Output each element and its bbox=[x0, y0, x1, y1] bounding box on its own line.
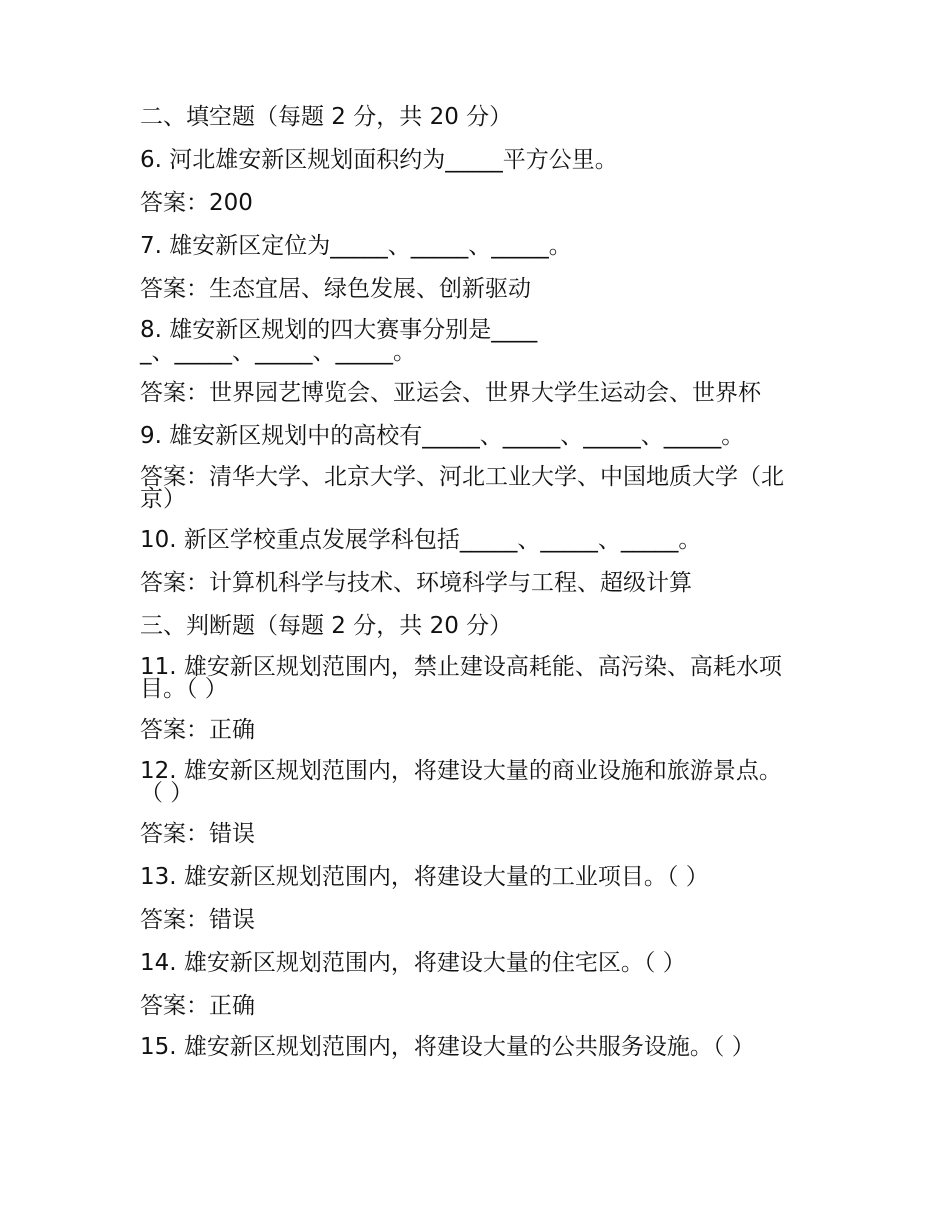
question-6: 6. 河北雄安新区规划面积约为_____平方公里。 bbox=[140, 147, 618, 173]
question-7: 7. 雄安新区定位为_____、_____、_____。 bbox=[140, 233, 572, 259]
answer-6: 答案：200 bbox=[140, 190, 253, 216]
answer-9: 答案：清华大学、北京大学、河北工业大学、中国地质大学（北京） bbox=[140, 464, 784, 512]
question-9: 9. 雄安新区规划中的高校有_____、_____、_____、_____。 bbox=[140, 423, 745, 449]
question-15: 15. 雄安新区规划范围内，将建设大量的公共服务设施。（ ） bbox=[140, 1034, 755, 1060]
section-heading-true-false: 三、判断题（每题 2 分，共 20 分） bbox=[140, 613, 513, 639]
answer-14: 答案：正确 bbox=[140, 993, 255, 1019]
question-10: 10. 新区学校重点发展学科包括_____、_____、_____。 bbox=[140, 527, 702, 553]
question-12: 12. 雄安新区规划范围内，将建设大量的商业设施和旅游景点。（ ） bbox=[140, 758, 782, 806]
question-13: 13. 雄安新区规划范围内，将建设大量的工业项目。（ ） bbox=[140, 864, 709, 890]
document-page bbox=[140, 104, 820, 1075]
answer-11: 答案：正确 bbox=[140, 717, 255, 743]
answer-12: 答案：错误 bbox=[140, 821, 255, 847]
answer-8: 答案：世界园艺博览会、亚运会、世界大学生运动会、世界杯 bbox=[140, 380, 761, 406]
question-14: 14. 雄安新区规划范围内，将建设大量的住宅区。（ ） bbox=[140, 950, 686, 976]
answer-7: 答案：生态宜居、绿色发展、创新驱动 bbox=[140, 276, 531, 302]
question-8: 8. 雄安新区规划的四大赛事分别是_____、_____、_____、_____。 bbox=[140, 317, 538, 365]
answer-13: 答案：错误 bbox=[140, 907, 255, 933]
question-11: 11. 雄安新区规划范围内，禁止建设高耗能、高污染、高耗水项目。（ ） bbox=[140, 654, 782, 702]
answer-10: 答案：计算机科学与技术、环境科学与工程、超级计算 bbox=[140, 570, 692, 596]
section-heading-fill-in: 二、填空题（每题 2 分，共 20 分） bbox=[140, 104, 513, 130]
